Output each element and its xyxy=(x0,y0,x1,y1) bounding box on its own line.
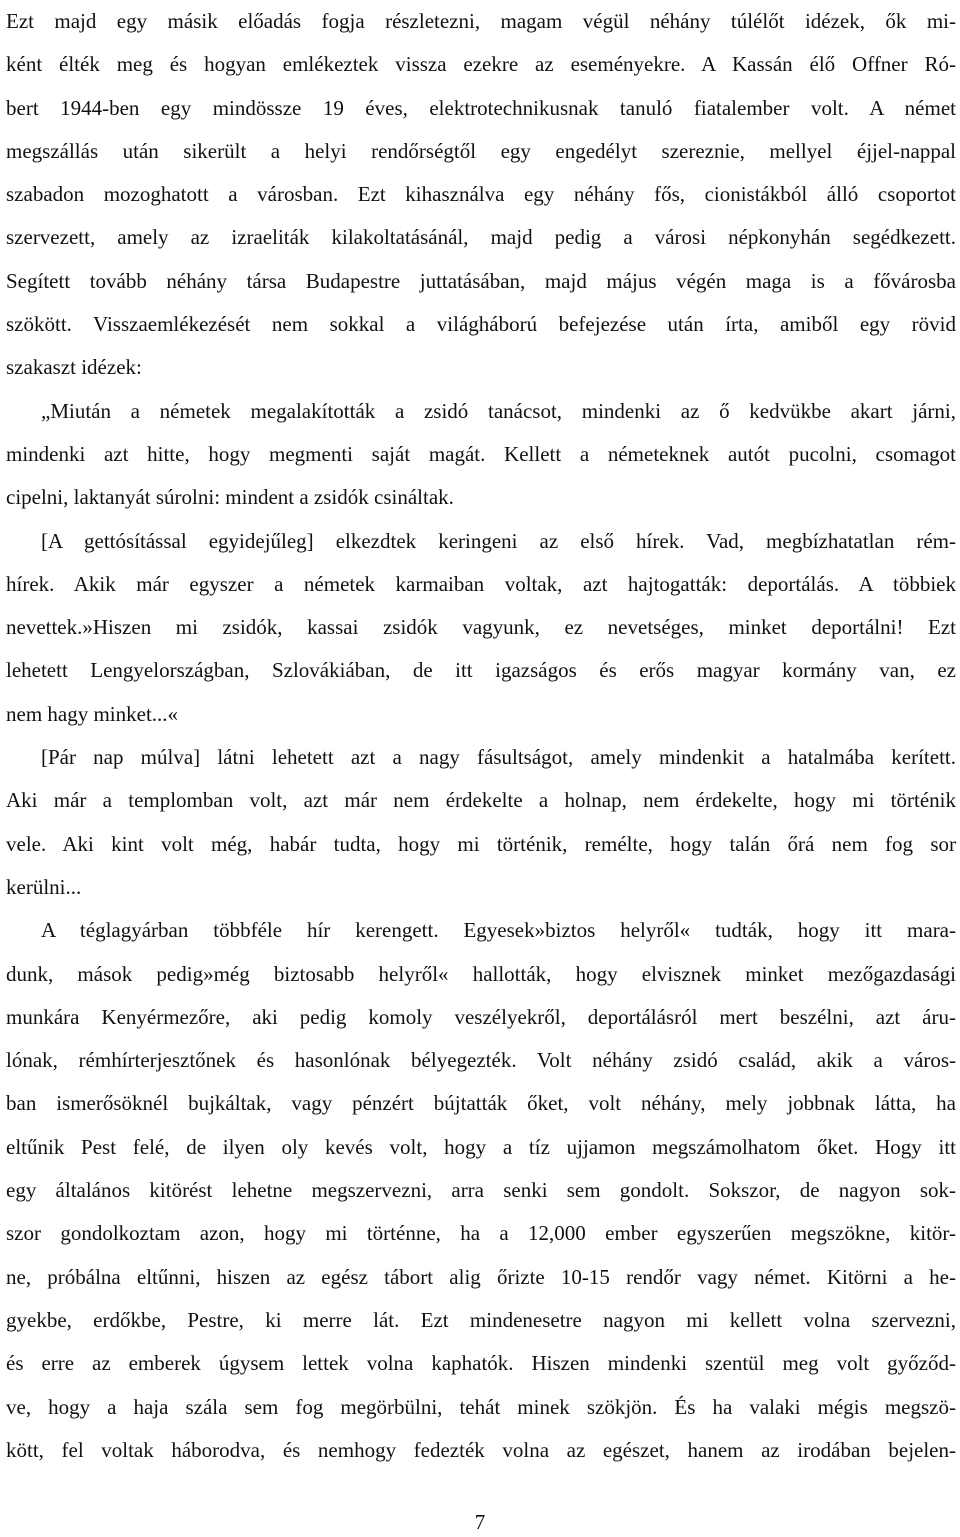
text-line: szabadon mozoghatott a városban. Ezt kihasználva egy néhány fős, cionistákból álló csoportot xyxy=(6,182,956,207)
text-line: megszállás után sikerült a helyi rendőrségtől egy engedélyt szereznie, mellyel éjjel-nappal xyxy=(6,138,956,163)
text-line: bert 1944-ben egy mindössze 19 éves, elektrotechnikusnak tanuló fiatalember volt. A német xyxy=(6,95,956,120)
text-line: szökött. Visszaemlékezését nem sokkal a világháború befejezése után írta, amiből egy rövid xyxy=(6,312,956,337)
text-line: ként élték meg és hogyan emlékeztek vissza ezekre az eseményekre. A Kassán élő Offner Ró- xyxy=(6,52,956,77)
text-line: kött, fel voltak háborodva, és nemhogy fedezték volna az egészet, hanem az irodában bejelen- xyxy=(6,1437,956,1462)
text-line: ban ismerősöknél bujkáltak, vagy pénzért bújtatták őket, volt néhány, mely jobbnak látta, ha xyxy=(6,1091,956,1116)
body-text xyxy=(6,0,956,1472)
text-line: egy általános kitörést lehetne megszervezni, arra senki sem gondolt. Sokszor, de nagyon sok- xyxy=(6,1178,956,1203)
text-line: nem hagy minket...« xyxy=(6,701,179,726)
text-line: Ezt majd egy másik előadás fogja részletezni, magam végül néhány túlélőt idézek, ők mi- xyxy=(6,9,956,33)
text-line: vele. Aki kint volt még, habár tudta, hogy mi történik, remélte, hogy talán őrá nem fog sor xyxy=(6,831,956,856)
text-line: hírek. Akik már egyszer a németek karmaiban voltak, azt hajtogatták: deportálás. A többiek xyxy=(6,571,956,596)
text-line: [A gettósítással egyidejűleg] elkezdtek keringeni az első hírek. Vad, megbízhatatlan rém- xyxy=(41,528,956,553)
text-line: lónak, rémhírterjesztőnek és hasonlónak bélyegezték. Volt néhány zsidó család, akik a város- xyxy=(6,1048,956,1073)
text-line: A téglagyárban többféle hír kerengett. Egyesek»biztos helyről« tudták, hogy itt mara- xyxy=(41,918,956,943)
text-line: Segített tovább néhány társa Budapestre juttatásában, majd május végén maga is a fővárosba xyxy=(6,268,956,293)
text-line: ne, próbálna eltűnni, hiszen az egész tábort alig őrizte 10-15 rendőr vagy német. Kitörni a he- xyxy=(6,1264,956,1289)
text-line: gyekbe, erdőkbe, Pestre, ki merre lát. Ezt mindenesetre nagyon mi kellett volna szervezni, xyxy=(6,1307,956,1332)
text-line: lehetett Lengyelországban, Szlovákiában, de itt igazságos és erős magyar kormány van, ez xyxy=(6,658,956,683)
text-line: kerülni... xyxy=(6,874,82,899)
text-line: cipelni, laktanyát súrolni: mindent a zsidók csináltak. xyxy=(6,485,454,510)
text-line: dunk, mások pedig»még biztosabb helyről« hallották, hogy elvisznek minket mezőgazdasági xyxy=(6,961,956,986)
text-line: mindenki azt hitte, hogy megmenti saját magát. Kellett a németeknek autót pucolni, csomagot xyxy=(6,441,956,466)
text-line: szervezett, amely az izraeliták kilakoltatásánál, majd pedig a városi népkonyhán segédkezett. xyxy=(6,225,956,250)
page-number: 7 xyxy=(474,1510,486,1534)
text-line: ve, hogy a haja szála sem fog megörbülni, tehát minek szökjön. És ha valaki mégis megszö- xyxy=(6,1394,956,1419)
text-line: „Miután a németek megalakították a zsidó tanácsot, mindenki az ő kedvükbe akart járni, xyxy=(41,398,956,423)
text-line: [Pár nap múlva] látni lehetett azt a nagy fásultságot, amely mindenkit a hatalmába kerített. xyxy=(41,745,956,770)
text-line: Aki már a templomban volt, azt már nem érdekelte a holnap, nem érdekelte, hogy mi történik xyxy=(6,788,956,813)
text-line: szakaszt idézek: xyxy=(6,355,142,380)
text-line: nevettek.»Hiszen mi zsidók, kassai zsidók vagyunk, ez nevetséges, minket deportálni! Ezt xyxy=(6,615,956,640)
text-line: munkára Kenyérmezőre, aki pedig komoly veszélyekről, deportálásról mert beszélni, azt áru- xyxy=(6,1004,956,1029)
text-line: szor gondolkoztam azon, hogy mi történne, ha a 12,000 ember egyszerűen megszökne, kitör- xyxy=(6,1221,956,1246)
text-line: eltűnik Pest felé, de ilyen oly kevés volt, hogy a tíz ujjamon megszámolhatom őket. Hogy itt xyxy=(6,1134,956,1159)
text-line: és erre az emberek úgysem lettek volna kaphatók. Hiszen mindenki szentül meg volt győződ- xyxy=(6,1351,956,1376)
